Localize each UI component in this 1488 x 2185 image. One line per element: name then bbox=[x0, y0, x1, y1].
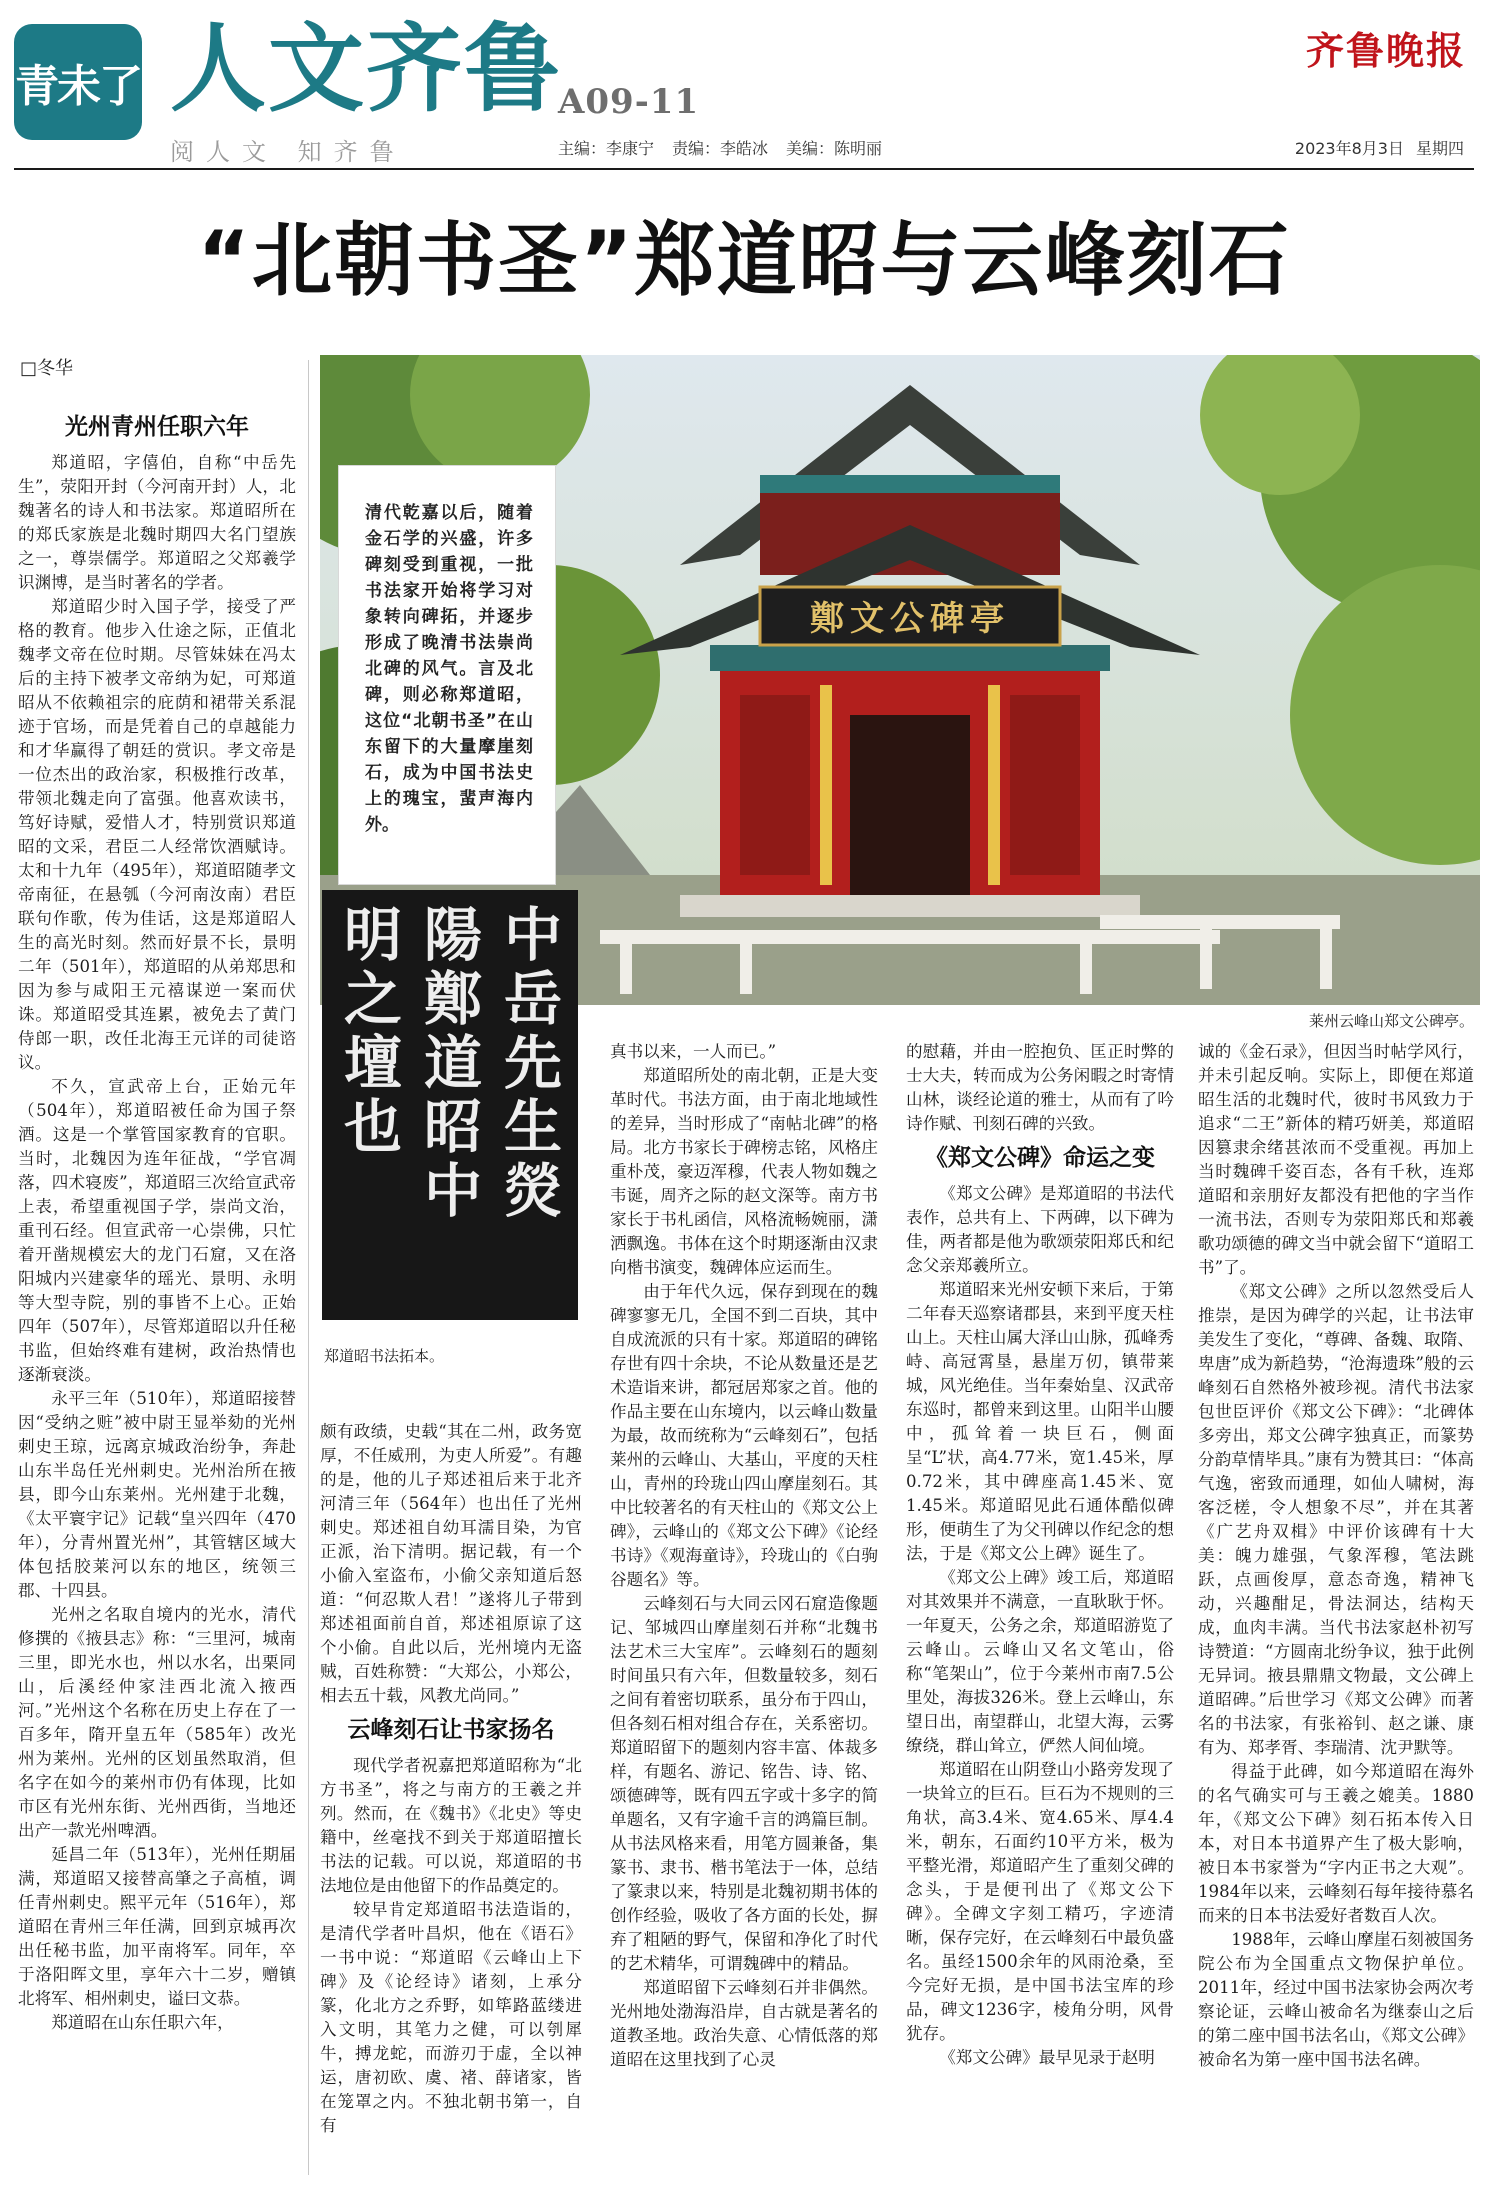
article-paragraph: 《郑文公上碑》竣工后，郑道昭对其效果并不满意，一直耿耿于怀。一年夏天，公务之余，郑道昭游览了云峰山。云峰山又名文笔山，俗称“笔架山”，位于今莱州市南7.5公里处，海拔326米。登上云峰山，东望日出，南望群山，北望大海，云雾缭绕，群山耸立，俨然人间仙境。 bbox=[906, 1568, 1174, 1755]
section-slogan: 阅人文 知齐鲁 bbox=[170, 138, 406, 166]
article-paragraph: 郑道昭所处的南北朝，正是大变革时代。书法方面，由于南北地域性的差异，当时形成了“南帖北碑”的格局。北方书家长于碑榜志铭，风格庄重朴茂，豪迈浑穆，代表人物如魏之韦诞，周齐之际的赵文深等。南方书家长于书札函信，风格流畅婉丽，潇洒飘逸。书体在这个时期逐渐由汉隶向楷书演变，魏碑体应运而生。 bbox=[610, 1066, 878, 1277]
article-paragraph: 郑道昭留下云峰刻石并非偶然。光州地处渤海沿岸，自古就是著名的道教圣地。政治失意、心情低落的郑道昭在这里找到了心灵 bbox=[610, 1978, 878, 2069]
newspaper-masthead: 齐鲁晚报 bbox=[1305, 28, 1466, 73]
article-byline: □冬华 bbox=[20, 358, 74, 379]
issue-weekday: 星期四 bbox=[1415, 139, 1464, 158]
article-paragraph: 郑道昭在山阴登山小路旁发现了一块耸立的巨石。巨石为不规则的三角状，高3.4米、宽4.65米、厚4.4米，朝东，石面约10平方米，极为平整光滑，郑道昭产生了重刻父碑的念头，于是便刊出了《郑文公下碑》。全碑文字刻工精巧，字迹清晰，保存完好，在云峰刻石中最负盛名。虽经1500余年的风雨沧桑，至今完好无损，是中国书法宝库的珍品，碑文1236字，棱角分明，风骨犹存。 bbox=[906, 1760, 1174, 2043]
calligraphy-rubbing bbox=[322, 890, 578, 1320]
article-paragraph: 现代学者祝嘉把郑道昭称为“北方书圣”，将之与南方的王羲之并列。然而，在《魏书》《北史》等史籍中，丝毫找不到关于郑道昭擅长书法的记载。可以说，郑道昭的书法地位是由他留下的作品奠定的。 bbox=[320, 1756, 582, 1895]
article-paragraph: 《郑文公碑》最早见录于赵明 bbox=[939, 2048, 1155, 2067]
article-paragraph: 真书以来，一人而已。” bbox=[610, 1042, 777, 1061]
article-paragraph: 郑道昭来光州安顿下来后，于第二年春天巡察诸郡县，来到平度天柱山上。天柱山属大泽山山脉，孤峰秀峙、高冠霄垦，悬崖万仞，镇带莱城，风光绝佳。当年秦始皇、汉武帝东巡时，都曾来到这里。山阳半山腰中，孤耸着一块巨石，侧面呈“L”状，高4.77米，宽1.45米，厚0.72米，其中碑座高1.45米、宽1.45米。郑道昭见此石通体酷似碑形，便萌生了为父刊碑以作纪念的想法，于是《郑文公上碑》诞生了。 bbox=[906, 1280, 1174, 1563]
article-column-1 bbox=[18, 405, 296, 2180]
credit-art-editor: 美编：陈明丽 bbox=[786, 139, 883, 158]
article-column-2 bbox=[320, 1420, 582, 2180]
section-subhead: 光州青州任职六年 bbox=[65, 414, 249, 440]
article-paragraph: 的慰藉，并由一腔抱负、匡正时弊的士大夫，转而成为公务闲暇之时寄情山林，谈经论道的雅士，从而有了吟诗作赋、刊刻石碑的兴致。 bbox=[906, 1042, 1174, 1133]
credit-editor: 责编：李皓冰 bbox=[672, 139, 769, 158]
editor-credits bbox=[558, 136, 882, 159]
article-headline: “北朝书圣”郑道昭与云峰刻石 bbox=[197, 214, 1291, 307]
article-paragraph: 不久，宣武帝上台，正始元年（504年），郑道昭被任命为国子祭酒。这是一个掌管国家教育的官职。当时，北魏因为连年征战，“学官凋落，四术寝废”，郑道昭三次给宣武帝上表，希望重视国子学，崇尚文治，重刊石经。但宣武帝一心崇佛，只忙着开凿规模宏大的龙门石窟，又在洛阳城内兴建豪华的瑶光、景明、永明等大型寺院，别的事皆不上心。正始四年（507年），尽管郑道昭以升任秘书监，但始终难有建树，政治热情也逐渐衰淡。 bbox=[18, 1077, 296, 1384]
article-paragraph: 颇有政绩，史载“其在二州，政务宽厚，不任威刑，为吏人所爱”。有趣的是，他的儿子郑述祖后来于北齐河清三年（564年）也出任了光州刺史。郑述祖自幼耳濡目染，为官正派，治下清明。据记载，有一个小偷入室盗布，小偷父亲知道后怒道：“何忍欺人君！”遂将儿子带到郑述祖面前自首，郑述祖原谅了这个小偷。自此以后，光州境内无盗贼，百姓称赞：“大郑公，小郑公，相去五十载，风教尤尚同。” bbox=[320, 1422, 582, 1705]
section-title: 人文齐鲁 bbox=[170, 13, 562, 125]
pavilion-plaque-text: 鄭文公碑亭 bbox=[810, 599, 1010, 639]
article-paragraph: 郑道昭，字僖伯，自称“中岳先生”，荥阳开封（今河南开封）人，北魏著名的诗人和书法家。郑道昭所在的郑氏家族是北魏时期四大名门望族之一，尊崇儒学。郑道昭之父郑羲学识渊博，是当时著名的学者。 bbox=[18, 453, 296, 592]
article-paragraph: 较早肯定郑道昭书法造诣的，是清代学者叶昌炽，他在《语石》一书中说：“郑道昭《云峰山上下碑》及《论经诗》诸刻，上承分篆，化北方之乔野，如筚路蓝缕进入文明，其笔力之健，可以刳犀牛，搏龙蛇，而游刃于虚，全以神运，唐初欧、虞、褚、薛诸家，皆在笼罩之内。不独北朝书第一，自有 bbox=[320, 1900, 582, 2135]
article-paragraph: 1988年，云峰山摩崖石刻被国务院公布为全国重点文物保护单位。2011年，经过中国书法家协会两次考察论证，云峰山被命名为继泰山之后的第二座中国书法名山，《郑文公碑》被命名为第一座中国书法名碑。 bbox=[1198, 1930, 1474, 2069]
rubbing-column-2: 陽鄭道昭中 bbox=[414, 904, 482, 1224]
article-column-3 bbox=[610, 1040, 878, 2180]
page-code: A09-11 bbox=[558, 82, 700, 122]
article-column-5 bbox=[1198, 1040, 1474, 2180]
article-paragraph: 光州之名取自境内的光水，清代修撰的《掖县志》称：“三里河，城南三里，即光水也，州以水名，出栗同山，后溪经仲家洼西北流入掖西河。”光州这个名称在历史上存在了一百多年，隋开皇五年（585年）改光州为莱州。光州的区划虽然取消，但名字在如今的莱州市仍有体现，比如市区有光州东街、光州西街，当地还出产一款光州啤酒。 bbox=[18, 1605, 296, 1840]
article-paragraph: 延昌二年（513年），光州任期届满，郑道昭又接替高肇之子高植，调任青州刺史。熙平元年（516年），郑道昭在青州三年任满，回到京城再次出任秘书监，加平南将军。同年，卒于洛阳晖文里，享年六十二岁，赠镇北将军、相州刺史，谥曰文恭。 bbox=[18, 1845, 296, 2008]
article-paragraph: 得益于此碑，如今郑道昭在海外的名气确实可与王羲之媲美。1880年，《郑文公下碑》刻石拓本传入日本，对日本书道界产生了极大影响，被日本书家誉为“字内正书之大观”。1984年以来，云峰刻石每年接待慕名而来的日本书法爱好者数百人次。 bbox=[1198, 1762, 1474, 1925]
credit-chief-editor: 主编：李康宁 bbox=[558, 139, 655, 158]
column-rule bbox=[308, 360, 309, 2175]
issue-date: 2023年8月3日 bbox=[1294, 139, 1404, 158]
supplement-logo: 青未了 bbox=[14, 24, 142, 140]
article-paragraph: 《郑文公碑》是郑道昭的书法代表作，总共有上、下两碑，以下碑为佳，两者都是他为歌颂荥阳郑氏和纪念父亲郑羲所立。 bbox=[906, 1184, 1174, 1275]
article-paragraph: 由于年代久远，保存到现在的魏碑寥寥无几，全国不到二百块，其中自成流派的只有十家。郑道昭的碑铭存世有四十余块，不论从数量还是艺术造诣来讲，都冠居郑家之首。他的作品主要在山东境内，以云峰山数量为最，故而统称为“云峰刻石”，包括莱州的云峰山、大基山，平度的天柱山，青州的玲珑山四山摩崖刻石。其中比较著名的有天柱山的《郑文公上碑》，云峰山的《郑文公下碑》《论经书诗》《观海童诗》，玲珑山的《白驹谷题名》等。 bbox=[610, 1282, 878, 1589]
article-paragraph: 郑道昭少时入国子学，接受了严格的教育。他步入仕途之际，正值北魏孝文帝在位时期。尽管妹妹在冯太后的主持下被孝文帝纳为妃，可郑道昭从不依赖祖宗的庇荫和裙带关系混迹于官场，而是凭着自己的卓越能力和才华赢得了朝廷的赏识。孝文帝是一位杰出的政治家，积极推行改革，带领北魏走向了富强。他喜欢读书，笃好诗赋，爱惜人才，特别赏识郑道昭的文采，君臣二人经常饮酒赋诗。太和十九年（495年），郑道昭随孝文帝南征，在悬瓠（今河南汝南）君臣联句作歌，传为佳话，这是郑道昭人生的高光时刻。然而好景不长，景明二年（501年），郑道昭的从弟郑思和因为参与咸阳王元禧谋逆一案而伏诛。郑道昭受其连累，被免去了黄门侍郎一职，改任北海王元详的司徒谘议。 bbox=[18, 597, 296, 1072]
article-paragraph: 云峰刻石与大同云冈石窟造像题记、邹城四山摩崖刻石并称“北魏书法艺术三大宝库”。云峰刻石的题刻时间虽只有六年，但数量较多，刻石之间有着密切联系，虽分布于四山，但各刻石相对组合存在，关系密切。郑道昭留下的题刻内容丰富、体裁多样，有题名、游记、铭告、诗、铭、颂德碑等，既有四五字或十多字的简单题名，又有字逾千言的鸿篇巨制。从书法风格来看，用笔方圆兼备，集篆书、隶书、楷书笔法于一体，总结了篆隶以来，特别是北魏初期书体的创作经验，吸收了各方面的长处，摒弃了粗陋的野气，保留和净化了时代的艺术精华，可谓魏碑中的精品。 bbox=[610, 1594, 878, 1973]
rubbing-column-3: 明之壇也 bbox=[334, 904, 402, 1160]
section-subhead: 《郑文公碑》命运之变 bbox=[925, 1145, 1155, 1171]
header-rule bbox=[14, 168, 1474, 170]
rubbing-column-1: 中岳先生熒 bbox=[494, 904, 562, 1224]
dateline bbox=[1295, 136, 1464, 159]
photo-caption: 莱州云峰山郑文公碑亭。 bbox=[1308, 1012, 1474, 1030]
section-subhead: 云峰刻石让书家扬名 bbox=[347, 1717, 555, 1743]
pull-quote: 清代乾嘉以后，随着金石学的兴盛，许多碑刻受到重视，一批书法家开始将学习对象转向碑拓，并逐步形成了晚清书法崇尚北碑的风气。言及北碑，则必称郑道昭，这位“北朝书圣”在山东留下的大量摩崖刻石，成为中国书法史上的瑰宝，蜚声海内外。 bbox=[338, 465, 556, 885]
article-paragraph: 《郑文公碑》之所以忽然受后人推崇，是因为碑学的兴起，让书法审美发生了变化，“尊碑、备魏、取隋、卑唐”成为新趋势，“沧海遗珠”般的云峰刻石自然格外被珍视。清代书法家包世臣评价《郑文公下碑》：“北碑体多旁出，郑文公碑字独真正，而篆势分韵草情毕具。”康有为赞其曰：“体高气逸，密致而通理，如仙人啸树，海客泛槎，令人想象不尽”，并在其著《广艺舟双楫》中评价该碑有十大美：魄力雄强，气象浑穆，笔法跳跃，点画俊厚，意态奇逸，精神飞动，兴趣酣足，骨法洞达，结构天成，血肉丰满。当代书法家赵朴初写诗赞道：“方圆南北纷争议，独于此例无异词。掖县鼎鼎文物最，文公碑上道昭碑。”后世学习《郑文公碑》而著名的书法家，有张裕钊、赵之谦、康有为、郑孝胥、李瑞清、沈尹默等。 bbox=[1198, 1282, 1474, 1757]
article-paragraph: 诚的《金石录》，但因当时帖学风行，并未引起反响。实际上，即便在郑道昭生活的北魏时代，彼时书风致力于追求“二王”新体的精巧妍美，郑道昭因篡隶余绪甚浓而不受重视。再加上当时魏碑千姿百态，各有千秋，连郑道昭和亲朋好友都没有把他的字当作一流书法，否则专为荥阳郑氏和郑羲歌功颂德的碑文当中就会留下“道昭工书”了。 bbox=[1198, 1042, 1474, 1277]
article-paragraph: 永平三年（510年），郑道昭接替因“受纳之赃”被中尉王显举劾的光州刺史王琼，远离京城政治纷争，奔赴山东半岛任光州刺史。光州治所在掖县，即今山东莱州。光州建于北魏，《太平寰宇记》记载“皇兴四年（470年），分青州置光州”，其管辖区域大体包括胶莱河以东的地区，统领三郡、十四县。 bbox=[18, 1389, 296, 1600]
article-paragraph: 郑道昭在山东任职六年， bbox=[51, 2013, 234, 2032]
rubbing-caption: 郑道昭书法拓本。 bbox=[324, 1347, 445, 1365]
article-column-4 bbox=[906, 1040, 1174, 2180]
